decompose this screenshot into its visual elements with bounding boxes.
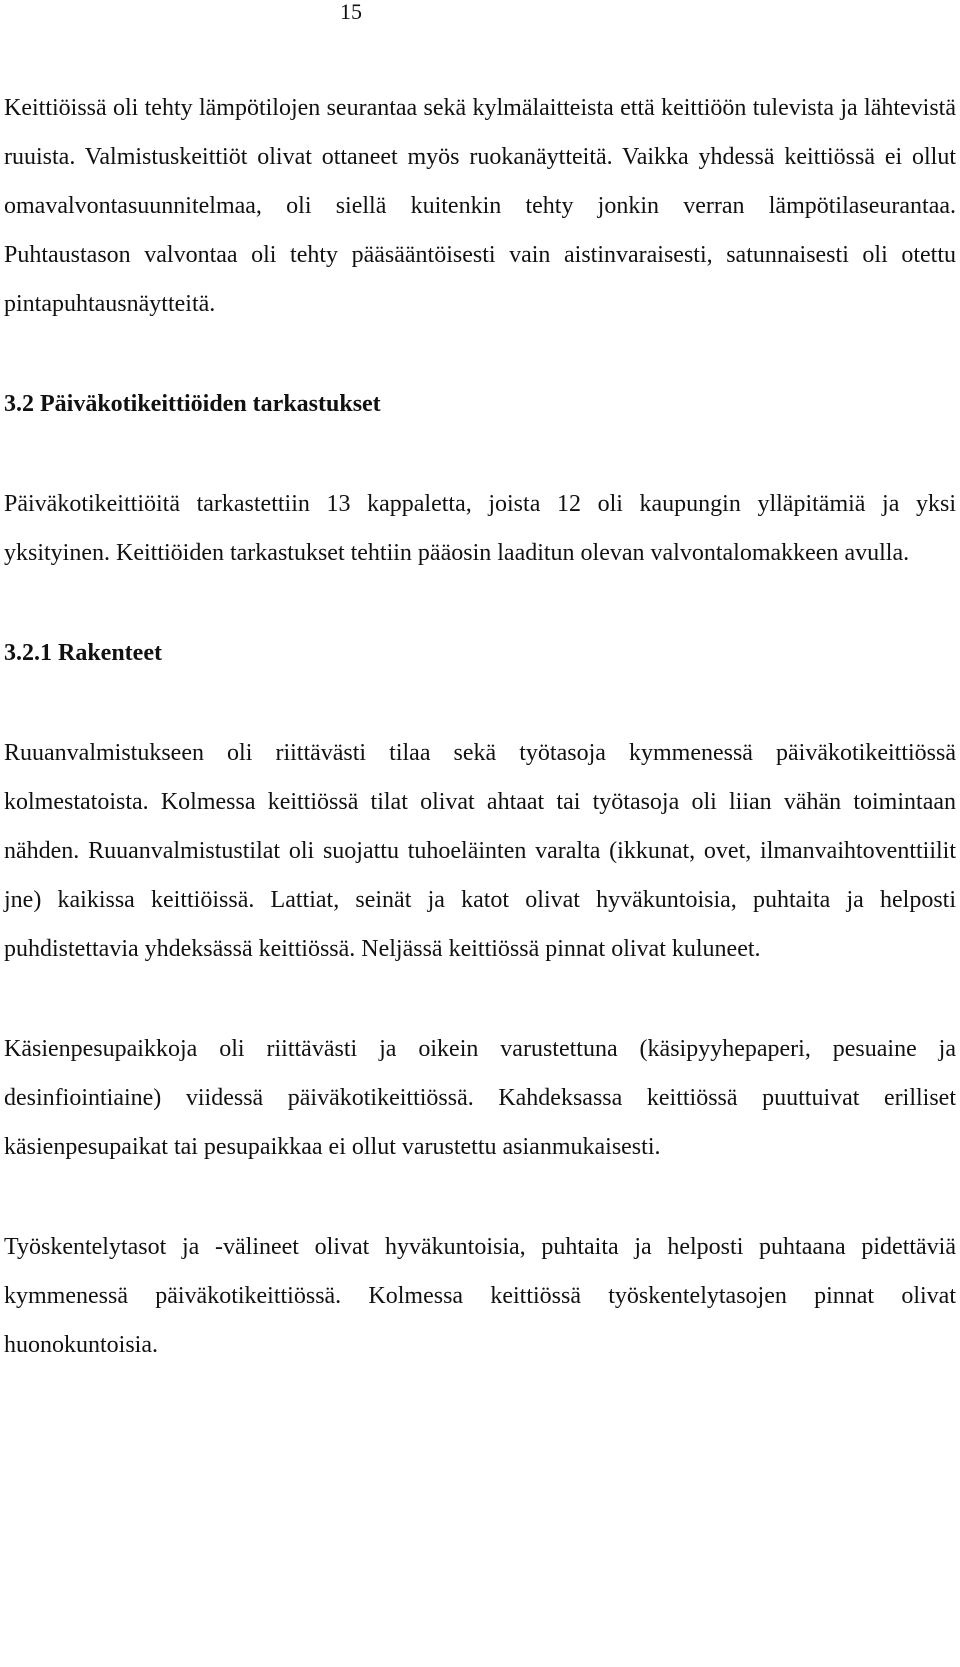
paragraph-handwashing-stations: Käsienpesupaikkoja oli riittävästi ja oikein varustettuna (käsipyyhepaperi, pesuaine ja desinfiointiaine) viidessä päiväkotikeittiössä. Kahdeksassa keittiössä puuttuivat erilliset käsienpesupaikat tai pesupaikkaa ei ollut varustettu asianmukaisesti. bbox=[4, 1036, 956, 1160]
document-body bbox=[4, 84, 956, 1370]
section-heading-daycare-inspections: 3.2 Päiväkotikeittiöiden tarkastukset bbox=[4, 391, 381, 417]
paragraph-work-surfaces: Työskentelytasot ja -välineet olivat hyväkuntoisia, puhtaita ja helposti puhtaana pidettäviä kymmenessä päiväkotikeittiössä. Kolmessa keittiössä työskentelytasojen pinnat olivat huonokuntoisia. bbox=[4, 1234, 956, 1358]
paragraph-food-prep-space: Ruuanvalmistukseen oli riittävästi tilaa sekä työtasoja kymmenessä päiväkotikeittiössä kolmestatoista. Kolmessa keittiössä tilat olivat ahtaat tai työtasoja oli liian vähän toimintaan nähden. Ruuanvalmistustilat oli suojattu tuhoeläinten varalta (ikkunat, ovet, ilmanvaihtoventtiilit jne) kaikissa keittiöissä. Lattiat, seinät ja katot olivat hyväkuntoisia, puhtaita ja helposti puhdistettavia yhdeksässä keittiössä. Neljässä keittiössä pinnat olivat kuluneet. bbox=[4, 740, 956, 962]
paragraph-inspection-count: Päiväkotikeittiöitä tarkastettiin 13 kappaletta, joista 12 oli kaupungin ylläpitämiä ja yksi yksityinen. Keittiöiden tarkastukset tehtiin pääosin laaditun olevan valvontalomakkeen avulla. bbox=[4, 491, 956, 566]
paragraph-temperature-monitoring: Keittiöissä oli tehty lämpötilojen seurantaa sekä kylmälaitteista että keittiöön tulevista ja lähtevistä ruuista. Valmistuskeittiöt olivat ottaneet myös ruokanäytteitä. Vaikka yhdessä keittiössä ei ollut omavalvontasuunnitelmaa, oli siellä kuitenkin tehty jonkin verran lämpötilaseurantaa. Puhtaustason valvontaa oli tehty pääsääntöisesti vain aistinvaraisesti, satunnaisesti oli otettu pintapuhtausnäytteitä. bbox=[4, 95, 956, 317]
subsection-heading-structures: 3.2.1 Rakenteet bbox=[4, 640, 162, 666]
page-number: 15 bbox=[340, 0, 362, 24]
